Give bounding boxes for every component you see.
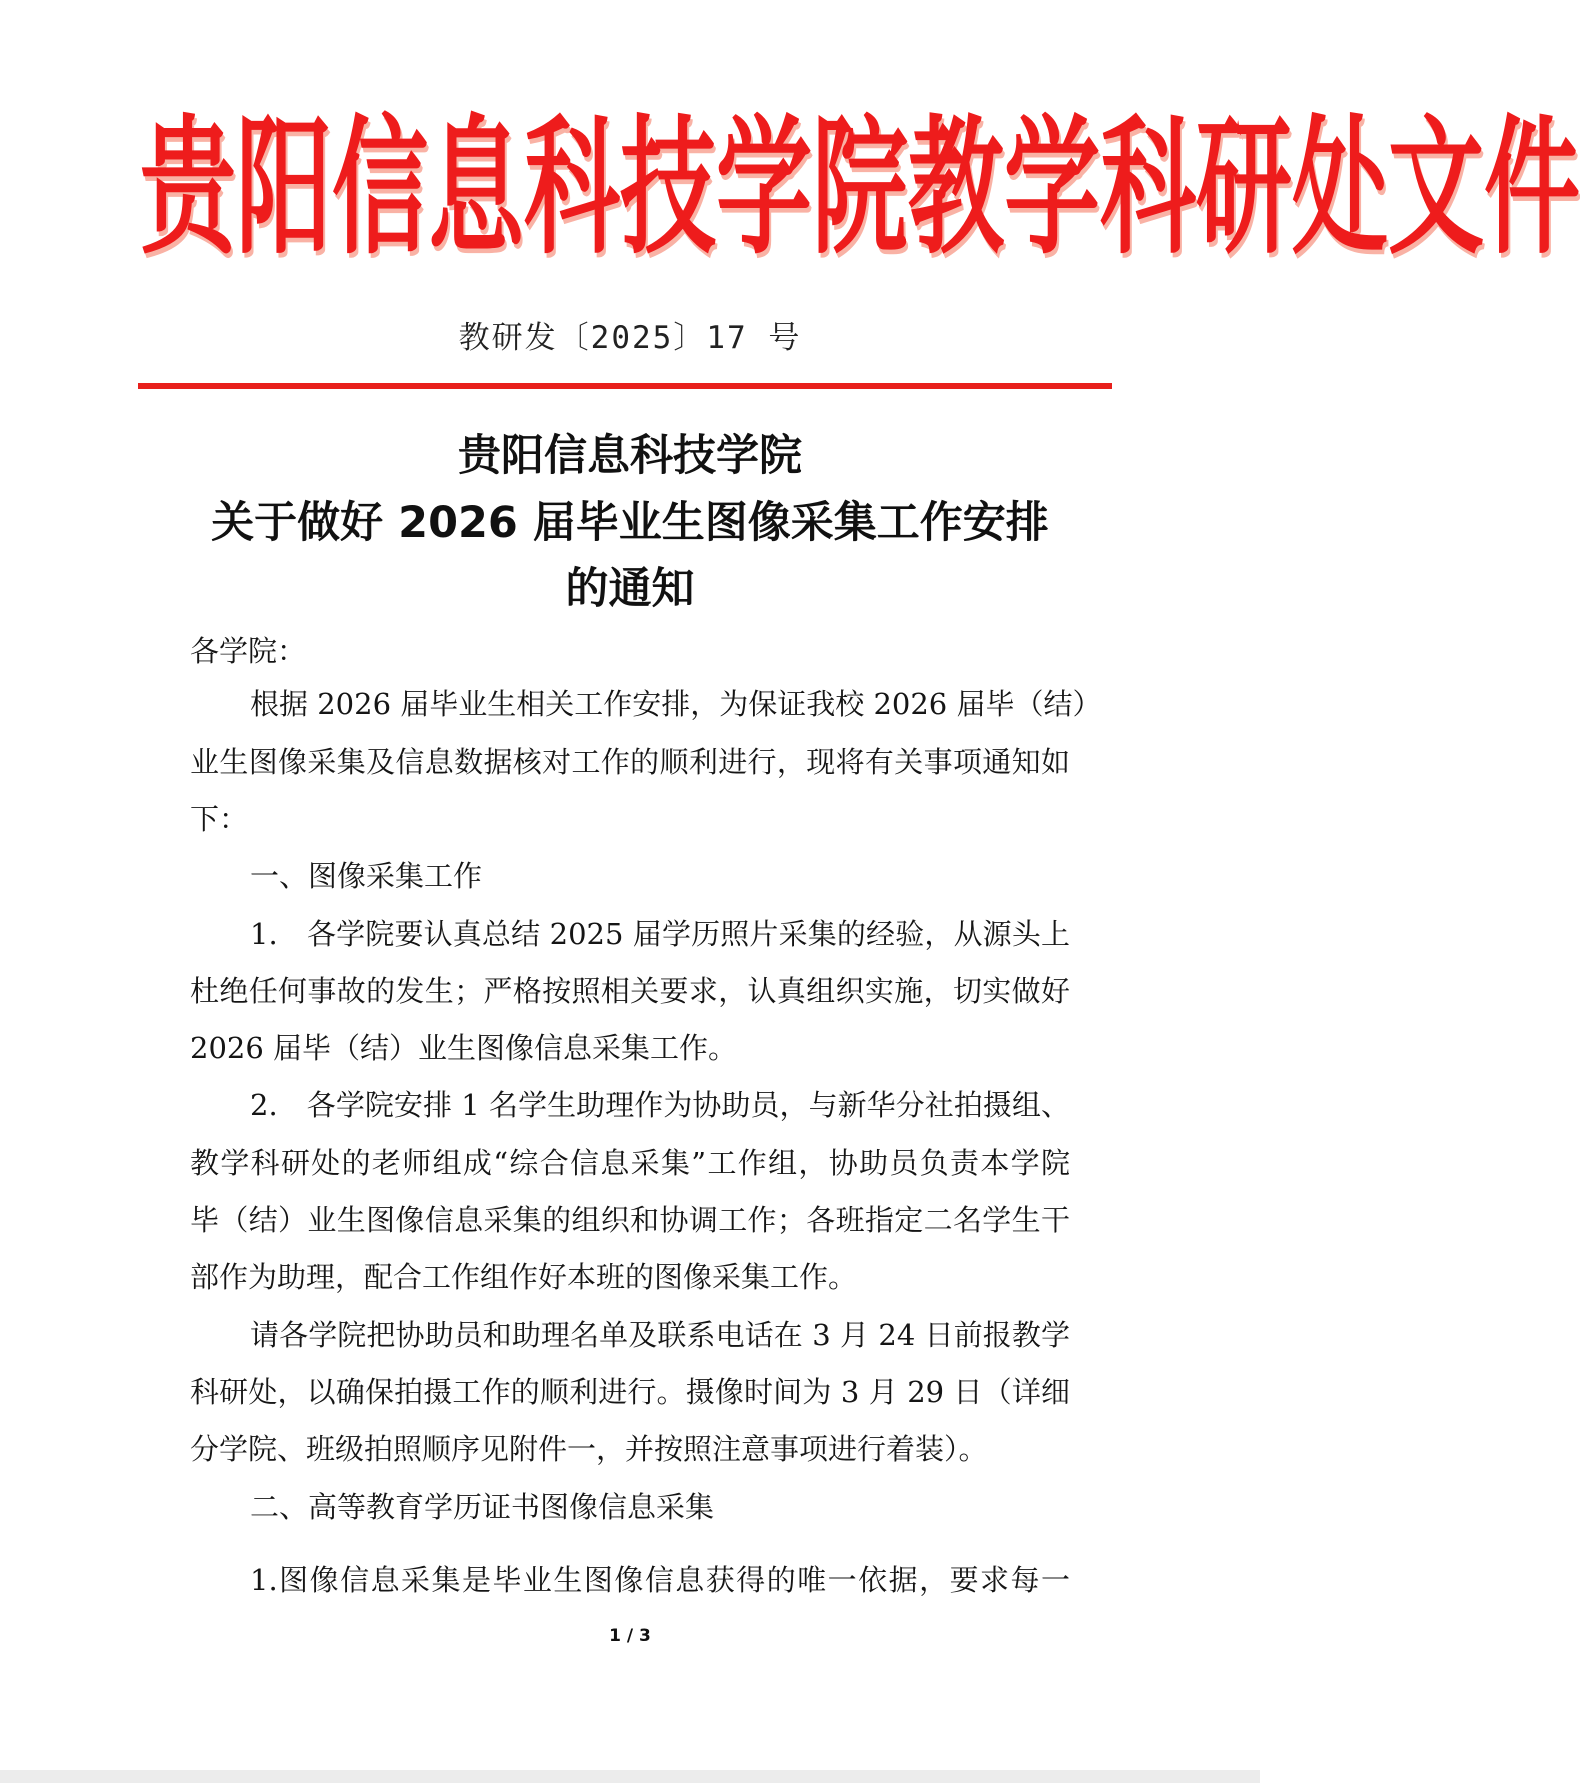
section-1-heading: 一、图像采集工作 [250, 859, 483, 893]
item-1-line-1: 1. 各学院要认真总结 2025 届学历照片采集的经验，从源头上 [250, 917, 1070, 951]
title-line-3: 的通知 [565, 564, 695, 614]
masthead-char: 研 [1196, 100, 1292, 275]
page-indicator: 1 / 3 [609, 1626, 651, 1646]
document-number: 教研发〔2025〕17 号 [458, 320, 802, 356]
masthead-char: 科 [1100, 100, 1196, 275]
title-line-2: 关于做好 2026 届毕业生图像采集工作安排 [211, 498, 1049, 548]
item-2-line-3: 毕（结）业生图像信息采集的组织和协调工作；各班指定二名学生干 [190, 1203, 1070, 1237]
viewer-bottom-bar [0, 1770, 1260, 1783]
masthead-char: 阳 [236, 100, 332, 275]
masthead-char: 贵 [140, 100, 236, 275]
item-2-line-1: 2. 各学院安排 1 名学生助理作为协助员，与新华分社拍摄组、 [250, 1088, 1070, 1122]
item-1-line-2: 杜绝任何事故的发生；严格按照相关要求，认真组织实施，切实做好 [190, 974, 1070, 1008]
para-3-line-3: 分学院、班级拍照顺序见附件一，并按照注意事项进行着装）。 [190, 1432, 988, 1466]
masthead-char: 教 [908, 100, 1004, 275]
intro-line-3: 下： [190, 802, 249, 836]
masthead-char: 件 [1484, 100, 1580, 275]
masthead-char: 学 [716, 100, 812, 275]
para-3-line-2: 科研处，以确保拍摄工作的顺利进行。摄像时间为 3 月 29 日（详细 [190, 1375, 1070, 1409]
masthead-char: 处 [1292, 100, 1388, 275]
masthead-char: 科 [524, 100, 620, 275]
masthead-char: 技 [620, 100, 716, 275]
item-2b-line-1: 1.图像信息采集是毕业生图像信息获得的唯一依据，要求每一 [250, 1563, 1070, 1597]
red-divider [138, 383, 1112, 389]
masthead-title [140, 100, 1580, 275]
item-2-line-2: 教学科研处的老师组成“综合信息采集”工作组，协助员负责本学院 [190, 1146, 1070, 1180]
salutation: 各学院： [190, 634, 307, 668]
title-line-1: 贵阳信息科技学院 [458, 431, 802, 481]
masthead-char: 信 [332, 100, 428, 275]
intro-line-2: 业生图像采集及信息数据核对工作的顺利进行，现将有关事项通知如 [190, 745, 1070, 779]
masthead-char: 文 [1388, 100, 1484, 275]
masthead-char: 息 [428, 100, 524, 275]
section-2-heading: 二、高等教育学历证书图像信息采集 [250, 1490, 715, 1524]
item-2-line-4: 部作为助理，配合工作组作好本班的图像采集工作。 [190, 1260, 858, 1294]
intro-line-1: 根据 2026 届毕业生相关工作安排，为保证我校 2026 届毕（结） [250, 687, 1102, 721]
para-3-line-1: 请各学院把协助员和助理名单及联系电话在 3 月 24 日前报教学 [250, 1318, 1070, 1352]
masthead-char: 院 [812, 100, 908, 275]
masthead-char: 学 [1004, 100, 1100, 275]
item-1-line-3: 2026 届毕（结）业生图像信息采集工作。 [190, 1031, 738, 1065]
